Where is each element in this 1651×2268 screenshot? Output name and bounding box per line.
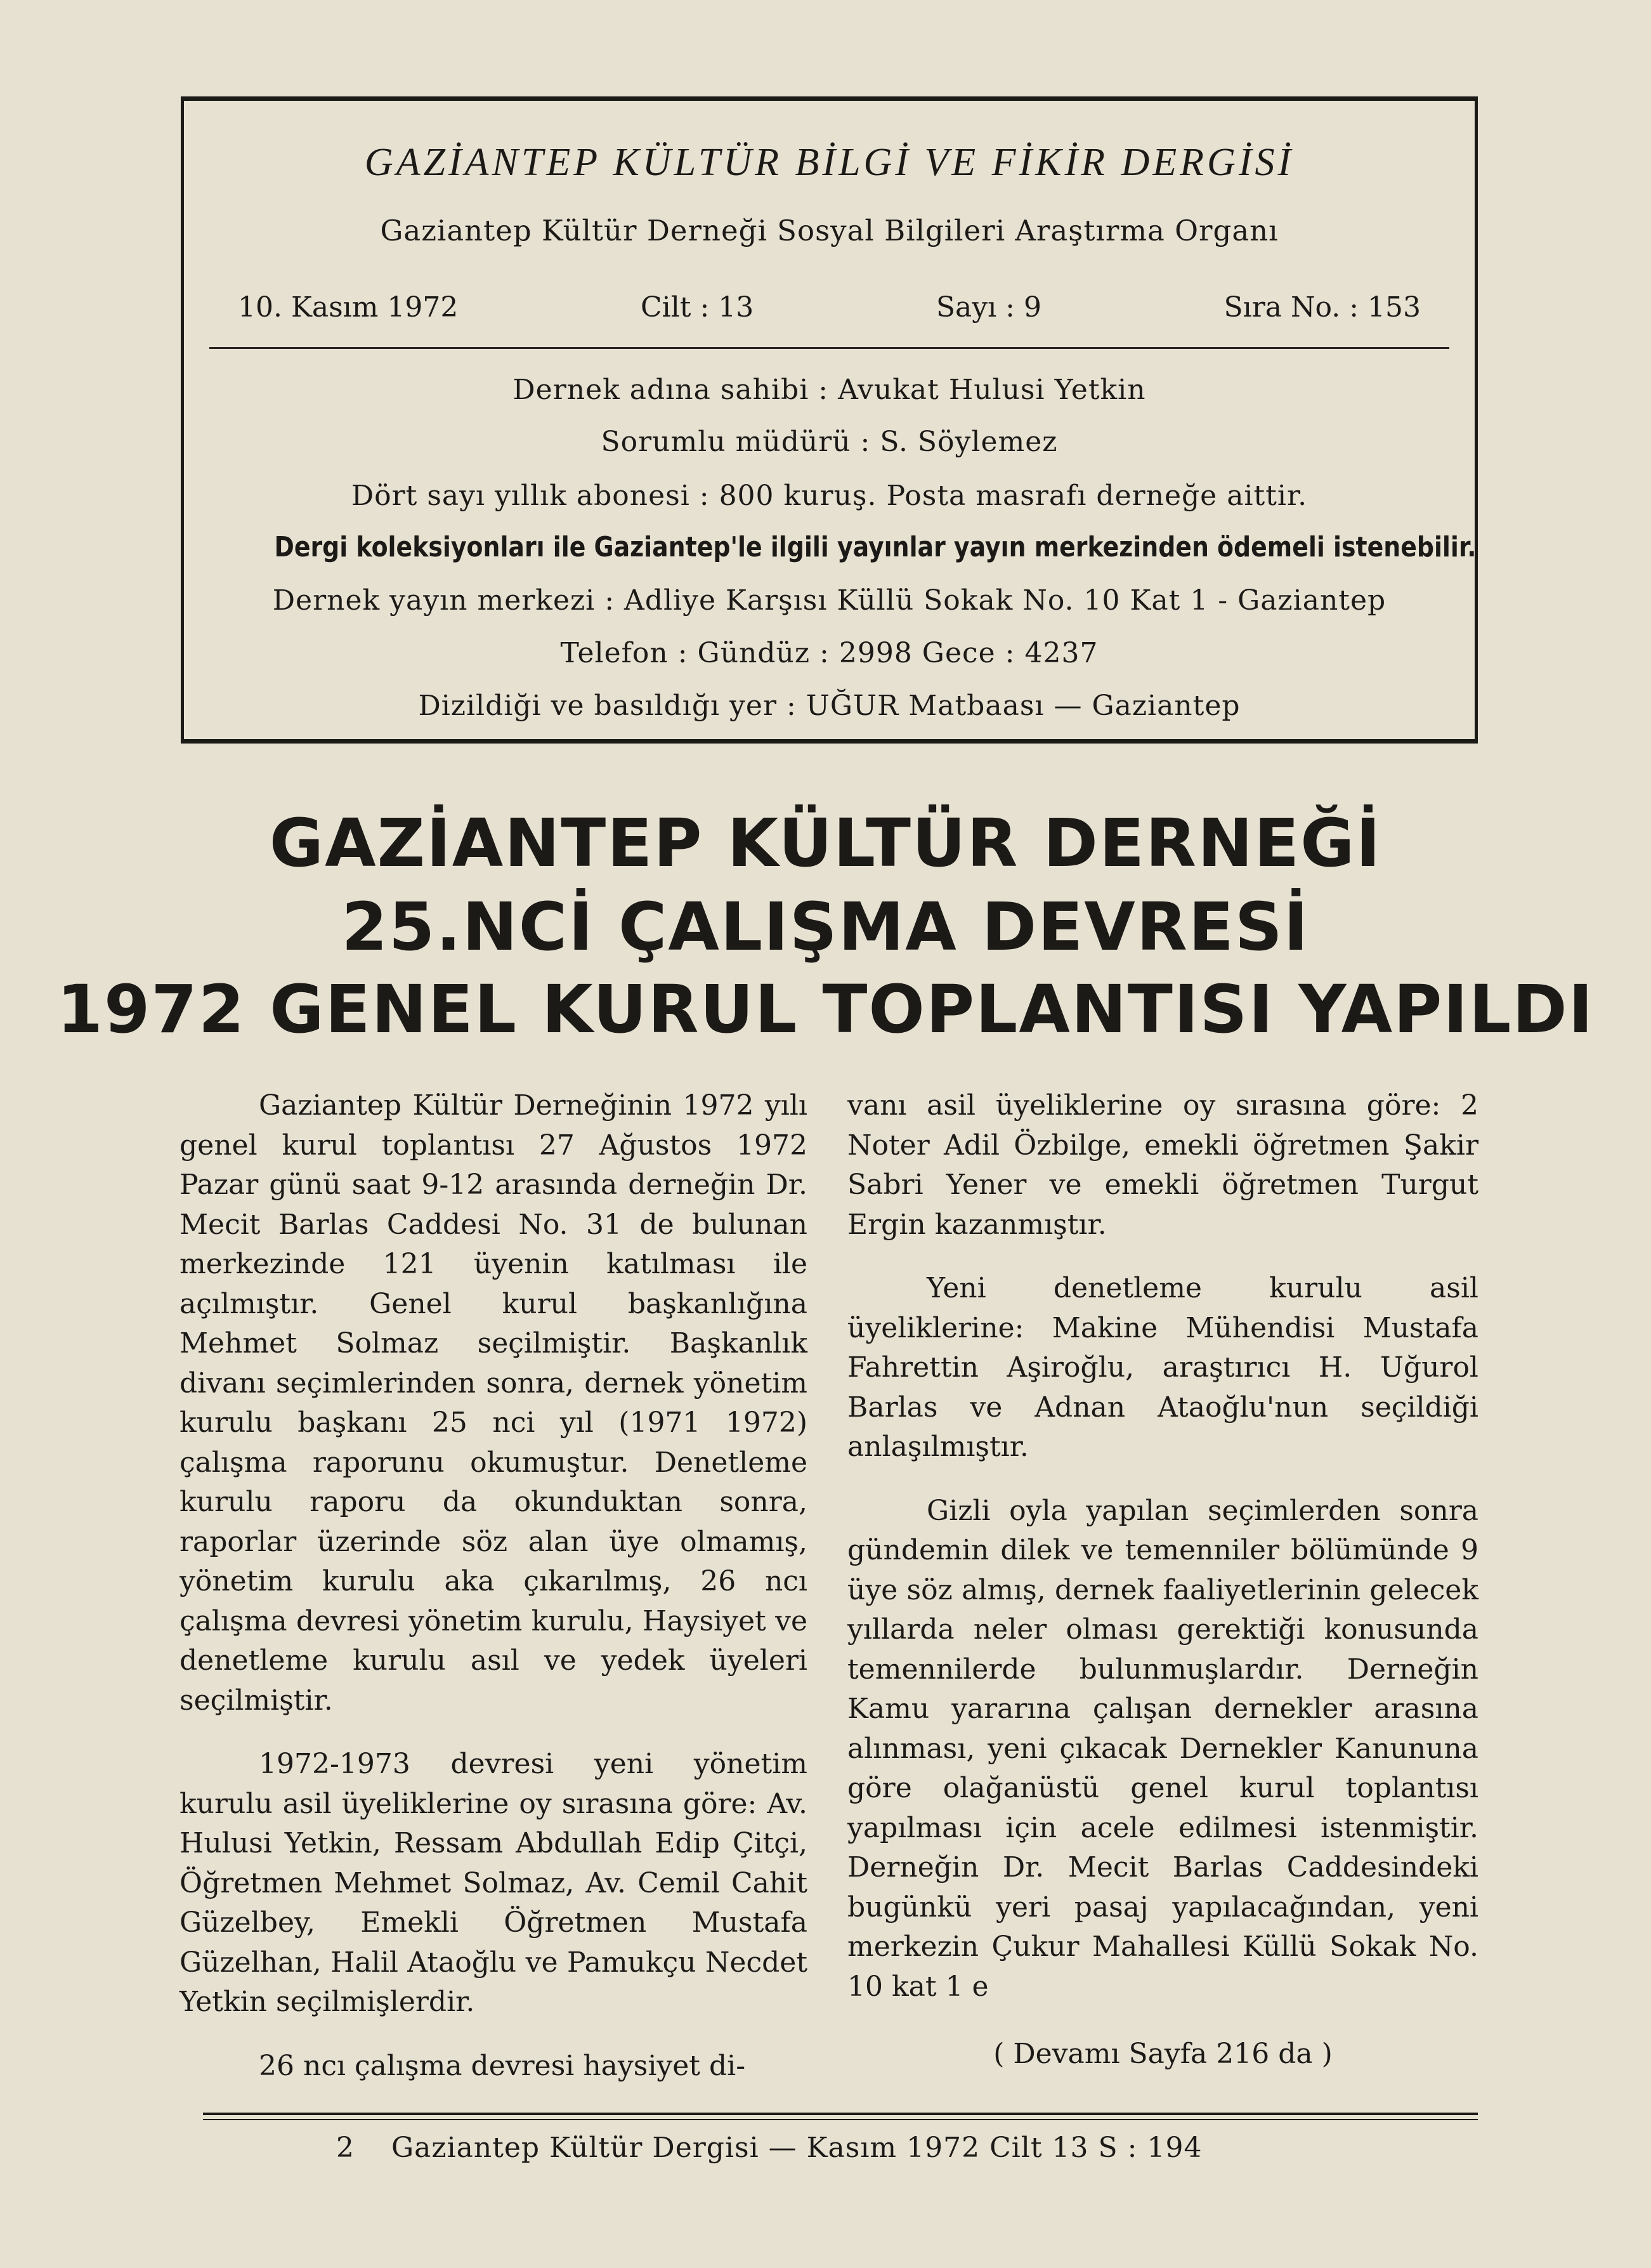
article-paragraph: 1972-1973 devresi yeni yönetim kurulu asil üyeliklerine oy sırasına göre: Av. Hulusi Yetkin, Ressam Abdullah Edip Çitçi, Öğretmen Mehmet Solmaz, Av. Cemil Cahit Güzelbey, Emekli Öğretmen Mustafa Güzelhan, Halil Ataoğlu ve Pamukçu Necdet Yetkin seçilmişlerdir.: [179, 1748, 807, 2018]
page-number: 2: [336, 2132, 355, 2164]
issue-serial: Sıra No. : 153: [1224, 291, 1421, 324]
editor-line: Sorumlu müdürü : S. Söylemez: [601, 426, 1058, 458]
page-footer: [336, 2132, 1202, 2164]
continued-note: ( Devamı Sayfa 216 da ): [993, 2038, 1333, 2070]
footer-rule: [203, 2113, 1478, 2115]
printer-line: Dizildiği ve basıldığı yer : UĞUR Matbaası — Gaziantep: [418, 690, 1241, 722]
magazine-title: GAZİANTEP KÜLTÜR BİLGİ VE FİKİR DERGİSİ: [364, 141, 1295, 184]
collections-line: Dergi koleksiyonları ile Gaziantep'le ilgili yayınlar yayın merkezinden ödemeli istenebilir.: [274, 531, 1477, 563]
issue-number: Sayı : 9: [936, 291, 1041, 324]
footer-text: Gaziantep Kültür Dergisi — Kasım 1972 Cilt 13 S : 194: [391, 2132, 1203, 2164]
headline-line-3: 1972 GENEL KURUL TOPLANTISI YAPILDI: [56, 971, 1595, 1048]
magazine-subtitle: Gaziantep Kültür Derneği Sosyal Bilgileri Araştırma Organı: [380, 214, 1279, 247]
article-paragraph: Gizli oyla yapılan seçimlerden sonra gündemin dilek ve temenniler bölümünde 9 üye söz almış, dernek faaliyetlerinin gelecek yıllarda neler olması gerektiği konusunda temennilerde bulunmuşlardır. Derneğin Kamu yararına çalışan dernekler arasına alınması, yeni çıkacak Dernekler Kanununa göre olağanüstü genel kurul toplantısı yapılması için acele edilmesi istenmiştir. Derneğin Dr. Mecit Barlas Caddesindeki bugünkü yeri pasaj yapılacağından, yeni merkezin Çukur Mahallesi Küllü Sokak No. 10 kat 1 e: [847, 1494, 1478, 2003]
footer-rule-thin: [203, 2119, 1478, 2120]
issue-info-row: [238, 291, 1421, 324]
phone-line: Telefon : Gündüz : 2998 Gece : 4237: [560, 637, 1099, 669]
owner-line: Dernek adına sahibi : Avukat Hulusi Yetkin: [512, 374, 1146, 406]
masthead-divider: [209, 347, 1449, 349]
article-paragraph: Yeni denetleme kurulu asil üyeliklerine: Makine Mühendisi Mustafa Fahrettin Aşiroğlu, araştırıcı H. Uğurol Barlas ve Adnan Ataoğlu'nun seçildiği anlaşılmıştır.: [847, 1272, 1478, 1463]
article-column-right: [847, 1086, 1478, 2075]
article-paragraph: Gaziantep Kültür Derneğinin 1972 yılı genel kurul toplantısı 27 Ağustos 1972 Pazar günü saat 9-12 arasında derneğin Dr. Mecit Barlas Caddesi No. 31 de bulunan merkezinde 121 üyenin katılması ile açılmıştır. Genel kurul başkanlığına Mehmet Solmaz seçilmiştir. Başkanlık divanı seçimlerinden sonra, dernek yönetim kurulu başkanı 25 nci yıl (1971 1972) çalışma raporunu okumuştur. Denetleme kurulu raporu da okunduktan sonra, raporlar üzerinde söz alan üye olmamış, yönetim kurulu aka çıkarılmış, 26 ncı çalışma devresi yönetim kurulu, Haysiyet ve denetleme kurulu asıl ve yedek üyeleri seçilmiştir.: [179, 1089, 807, 1717]
issue-date: 10. Kasım 1972: [238, 291, 459, 324]
article-paragraph: 26 ncı çalışma devresi haysiyet di-: [259, 2049, 746, 2082]
article-column-left: [179, 1086, 807, 2086]
issue-volume: Cilt : 13: [640, 291, 754, 324]
headline-line-2: 25.NCİ ÇALIŞMA DEVRESİ: [341, 888, 1310, 966]
headline-line-1: GAZİANTEP KÜLTÜR DERNEĞİ: [269, 804, 1382, 882]
subscription-line: Dört sayı yıllık abonesi : 800 kuruş. Posta masrafı derneğe aittir.: [351, 480, 1308, 512]
masthead-box: [181, 96, 1478, 744]
address-line: Dernek yayın merkezi : Adliye Karşısı Küllü Sokak No. 10 Kat 1 - Gaziantep: [272, 584, 1387, 617]
article-paragraph: vanı asil üyeliklerine oy sırasına göre: 2 Noter Adil Özbilge, emekli öğretmen Şakir Sabri Yener ve emekli öğretmen Turgut Ergin kazanmıştır.: [847, 1089, 1478, 1241]
